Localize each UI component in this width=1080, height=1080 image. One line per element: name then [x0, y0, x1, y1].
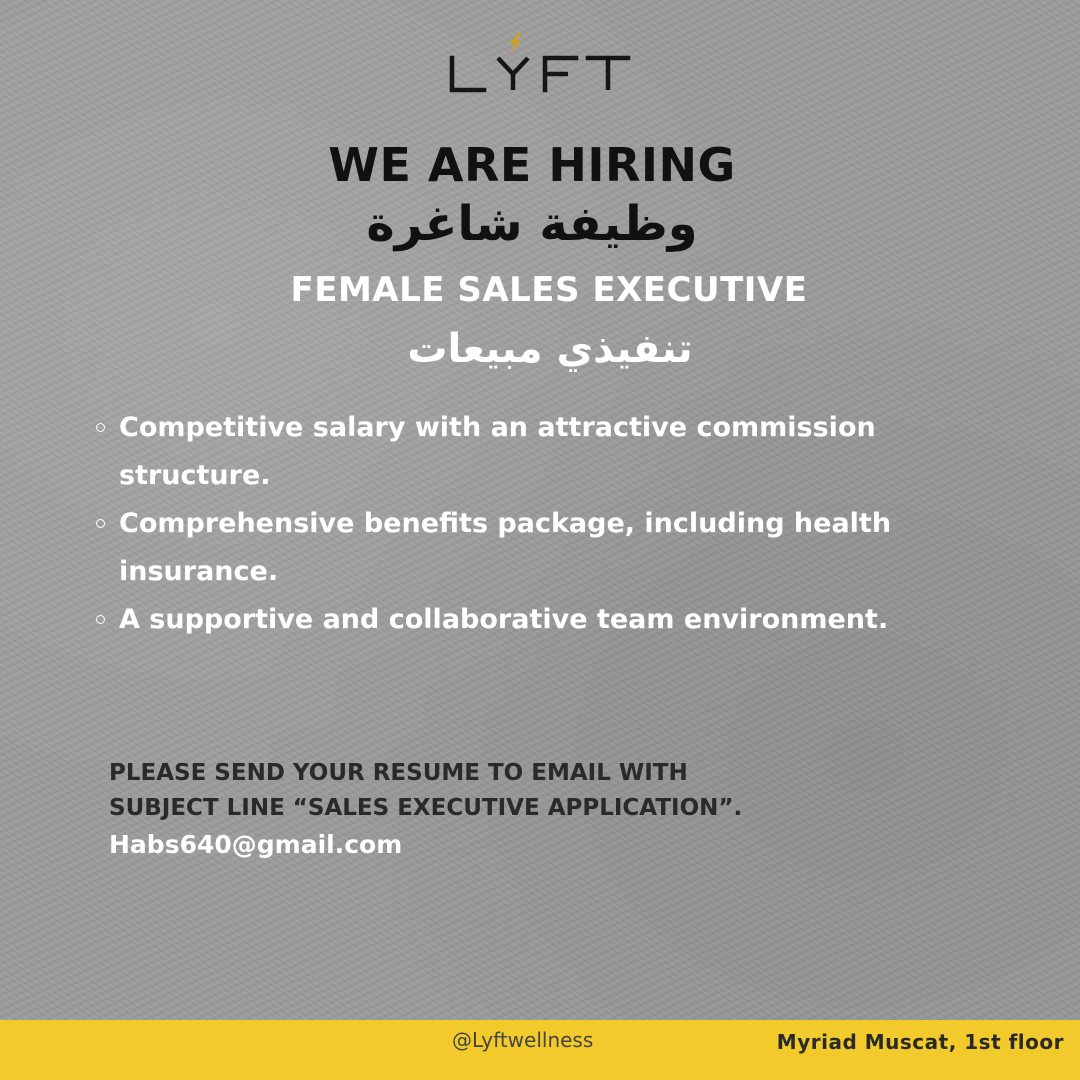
contact-section	[109, 756, 969, 864]
benefit-item	[96, 500, 956, 596]
brand-logo	[448, 30, 632, 96]
bullet-circle-icon	[96, 423, 105, 432]
contact-email[interactable]: Habs640@gmail.com	[109, 830, 403, 859]
job-title-arabic: تنفيذي مبيعات	[407, 326, 693, 372]
bullet-circle-icon	[96, 615, 105, 624]
footer-bar	[0, 1020, 1080, 1080]
contact-instruction-line-2: SUBJECT LINE “SALES EXECUTIVE APPLICATION”.	[109, 795, 743, 821]
social-handle[interactable]: @Lyftwellness	[452, 1028, 594, 1052]
benefit-text: A supportive and collaborative team environment.	[119, 604, 889, 635]
benefit-item	[96, 596, 956, 644]
benefits-list	[96, 404, 956, 644]
job-title-english: FEMALE SALES EXECUTIVE	[290, 270, 808, 310]
location-text: Myriad Muscat, 1st floor	[776, 1030, 1064, 1054]
benefit-item	[96, 404, 956, 500]
bullet-circle-icon	[96, 519, 105, 528]
benefit-text: Competitive salary with an attractive commission structure.	[119, 412, 876, 491]
lyft-logo-icon	[448, 30, 632, 96]
benefit-text: Comprehensive benefits package, including health insurance.	[119, 508, 892, 587]
headline-arabic: وظيفة شاغرة	[366, 196, 698, 252]
headline-english: WE ARE HIRING	[328, 138, 736, 192]
contact-instruction-line-1: PLEASE SEND YOUR RESUME TO EMAIL WITH	[109, 760, 688, 786]
